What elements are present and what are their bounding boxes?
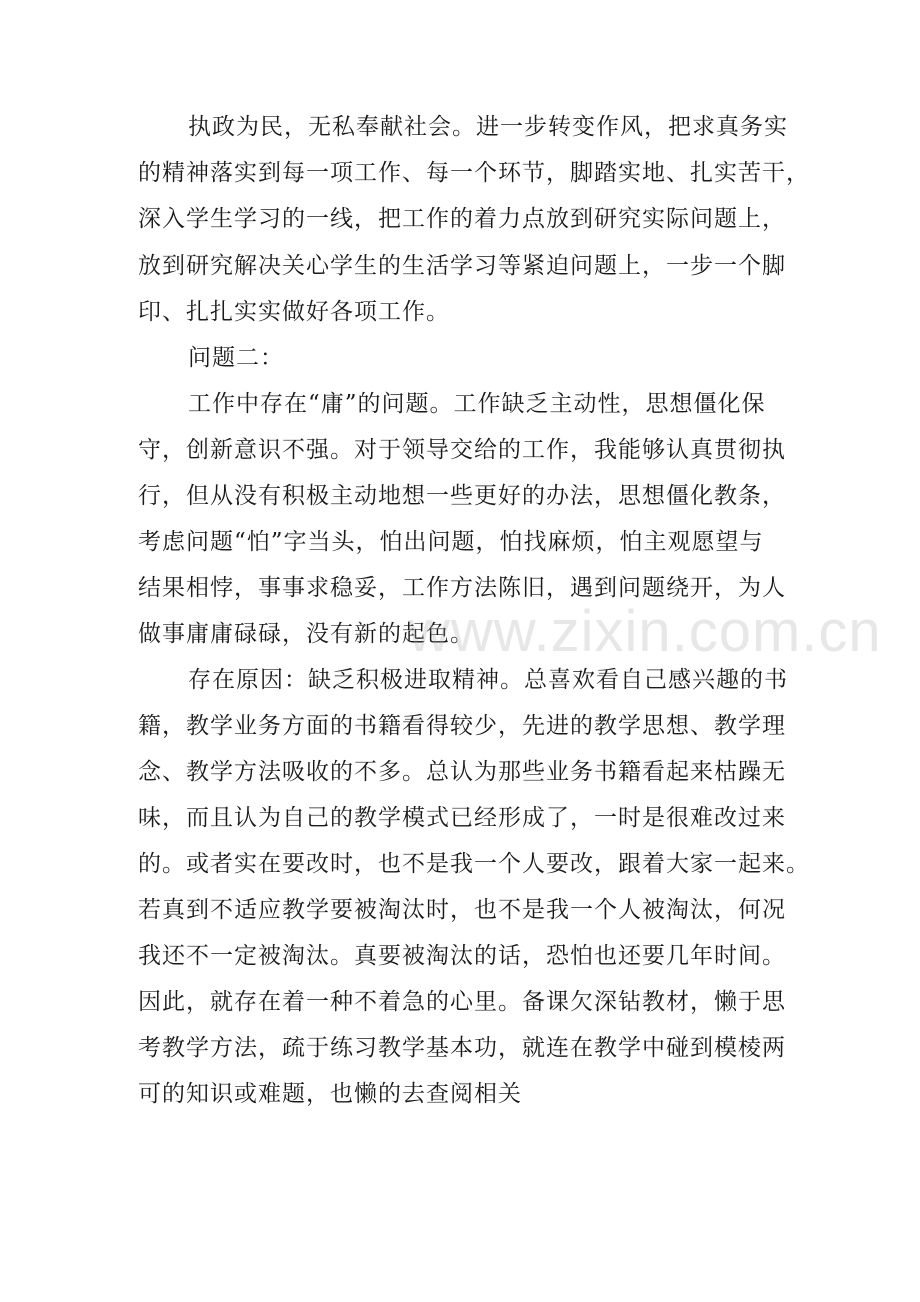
text-line: 的精神落实到每一项工作、每一个环节，脚踏实地、扎实苦干，: [138, 160, 810, 186]
text-line: 味，而且认为自己的教学模式已经形成了，一时是很难改过来: [138, 805, 786, 831]
text-line: 考教学方法，疏于练习教学基本功，就连在教学中碰到模棱两: [138, 1035, 786, 1061]
text-line: 放到研究解决关心学生的生活学习等紧迫问题上，一步一个脚: [138, 253, 786, 279]
text-line: 的。或者实在要改时，也不是我一个人要改，跟着大家一起来。: [138, 851, 810, 877]
text-line: 做事庸庸碌碌，没有新的起色。: [138, 621, 474, 647]
text-line: 因此，就存在着一种不着急的心里。备课欠深钻教材，懒于思: [138, 989, 786, 1015]
text-line: 工作中存在“庸”的问题。工作缺乏主动性，思想僵化保: [188, 391, 766, 417]
text-line: 念、教学方法吸收的不多。总认为那些业务书籍看起来枯躁无: [138, 759, 786, 785]
text-line: 我还不一定被淘汰。真要被淘汰的话，恐怕也还要几年时间。: [138, 943, 786, 969]
text-line: 存在原因：缺乏积极进取精神。总喜欢看自己感兴趣的书: [188, 667, 788, 693]
text-line: 执政为民，无私奉献社会。进一步转变作风，把求真务实: [188, 114, 788, 140]
text-line: 籍，教学业务方面的书籍看得较少，先进的教学思想、教学理: [138, 713, 786, 739]
text-line: 结果相悖，事事求稳妥，工作方法陈旧，遇到问题绕开，为人: [138, 575, 786, 601]
text-line: 深入学生学习的一线，把工作的着力点放到研究实际问题上，: [138, 206, 786, 232]
text-line: 行，但从没有积极主动地想一些更好的办法，思想僵化教条，: [138, 483, 786, 509]
text-line: 考虑问题“怕”字当头，怕出问题，怕找麻烦，怕主观愿望与: [138, 529, 764, 555]
text-line: 印、扎扎实实做好各项工作。: [138, 299, 450, 325]
text-line: 守，创新意识不强。对于领导交给的工作，我能够认真贯彻执: [138, 437, 786, 463]
text-line: 可的知识或难题，也懒的去查阅相关: [138, 1081, 522, 1107]
text-line: 若真到不适应教学要被淘汰时，也不是我一个人被淘汰，何况: [138, 897, 786, 923]
section-heading: 问题二：: [188, 345, 284, 371]
watermark: www.zixin.com.cn: [408, 599, 882, 664]
